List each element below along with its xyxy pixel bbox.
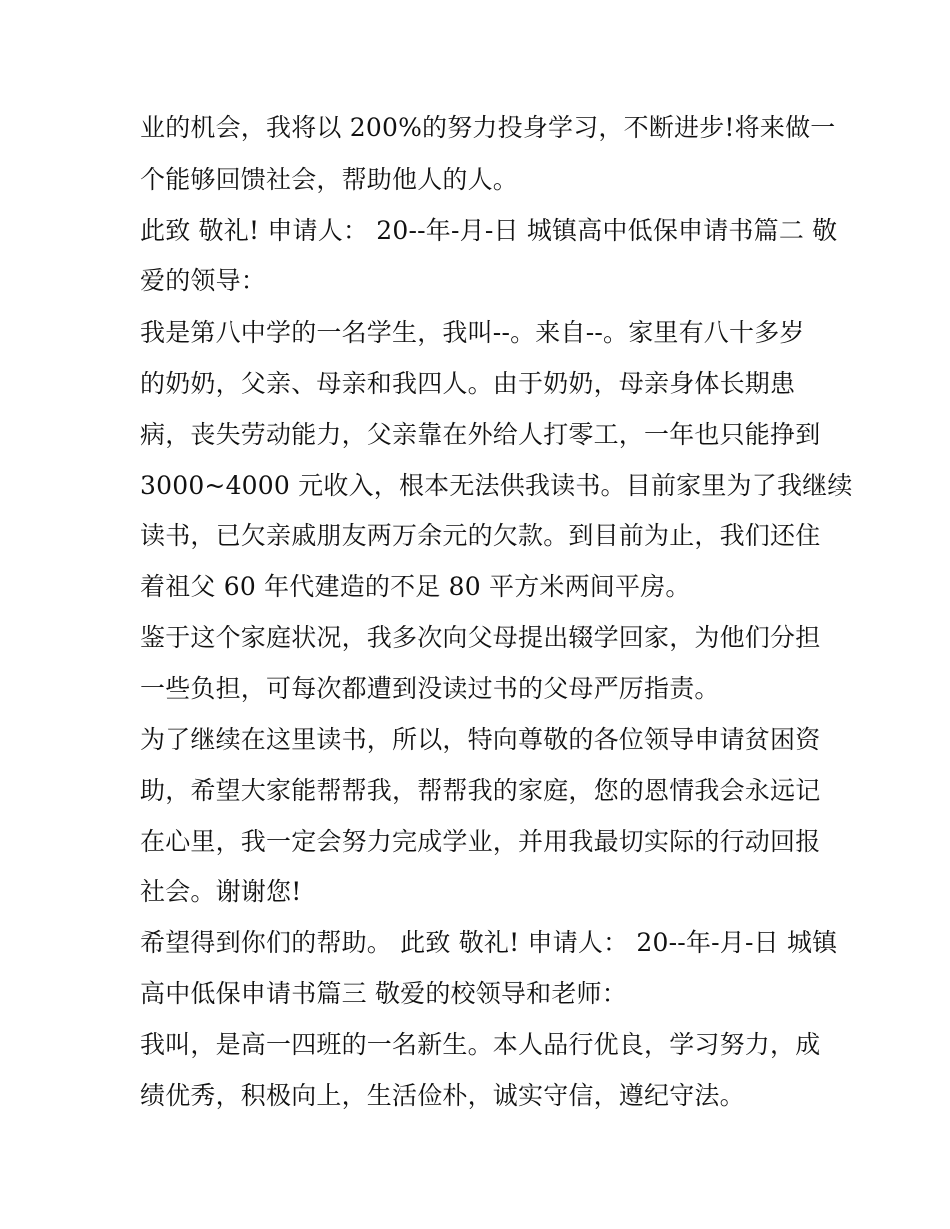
text-line: 在心里，我一定会努力完成学业，并用我最切实际的行动回报 xyxy=(140,827,821,856)
text-line: 业的机会，我将以 200%的努力投身学习，不断进步!将来做一 xyxy=(140,113,836,142)
text-line: 希望得到你们的帮助。 此致 敬礼! 申请人： 20--年-月-日 城镇 xyxy=(140,928,838,957)
text-line: 高中低保申请书篇三 敬爱的校领导和老师： xyxy=(140,979,627,1008)
text-line: 一些负担，可每次都遭到没读过书的父母严厉指责。 xyxy=(140,674,720,703)
text-line: 社会。谢谢您! xyxy=(140,877,302,906)
text-line: 爱的领导： xyxy=(140,266,267,295)
text-line: 为了继续在这里读书，所以，特向尊敬的各位领导申请贫困资 xyxy=(140,725,821,754)
text-line: 病，丧失劳动能力，父亲靠在外给人打零工，一年也只能挣到 xyxy=(140,420,821,449)
text-line: 此致 敬礼! 申请人： 20--年-月-日 城镇高中低保申请书篇二 敬 xyxy=(140,216,838,245)
text-line: 助，希望大家能帮帮我，帮帮我的家庭，您的恩情我会永远记 xyxy=(140,776,821,805)
text-line: 鉴于这个家庭状况，我多次向父母提出辍学回家，为他们分担 xyxy=(140,623,821,652)
text-line: 3000~4000 元收入，根本无法供我读书。目前家里为了我继续 xyxy=(140,471,853,500)
text-line: 着祖父 60 年代建造的不足 80 平方米两间平房。 xyxy=(140,572,691,601)
text-line: 绩优秀，积极向上，生活俭朴，诚实守信，遵纪守法。 xyxy=(140,1081,745,1110)
text-line: 我叫，是高一四班的一名新生。本人品行优良，学习努力，成 xyxy=(140,1030,821,1059)
text-line: 的奶奶，父亲、母亲和我四人。由于奶奶，母亲身体长期患 xyxy=(140,369,796,398)
text-line: 个能够回馈社会，帮助他人的人。 xyxy=(140,165,519,194)
text-line: 我是第八中学的一名学生，我叫--。来自--。家里有八十多岁 xyxy=(140,318,805,347)
text-line: 读书，已欠亲戚朋友两万余元的欠款。到目前为止，我们还住 xyxy=(140,521,821,550)
